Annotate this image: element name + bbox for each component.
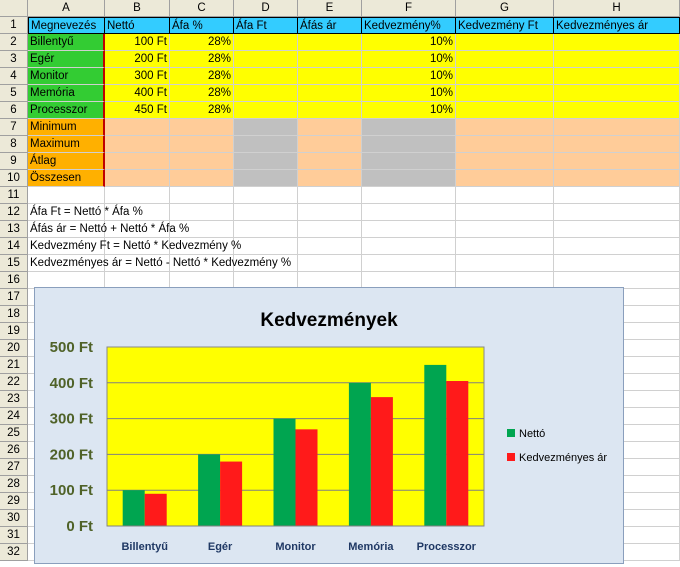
stat-value-cell[interactable]	[362, 136, 456, 153]
x-tick-label: Processzor	[416, 541, 476, 553]
stat-label-cell[interactable]: Átlag	[28, 153, 105, 170]
row-header-28[interactable]: 28	[0, 476, 28, 493]
afas-ar-cell[interactable]	[298, 34, 362, 51]
cell-e11[interactable]	[298, 187, 362, 204]
legend-swatch	[507, 453, 515, 461]
stat-value-cell[interactable]	[456, 119, 554, 136]
item-name-cell[interactable]: Egér	[28, 51, 105, 68]
row-header-18[interactable]: 18	[0, 306, 28, 323]
y-tick-label: 200 Ft	[49, 446, 93, 464]
bar-kedvezmenyes-ar[interactable]	[371, 397, 393, 526]
row-header-27[interactable]: 27	[0, 459, 28, 476]
afa-percent-cell[interactable]: 28%	[170, 102, 234, 119]
y-tick-label: 300 Ft	[49, 410, 93, 428]
afa-ft-cell[interactable]	[234, 68, 298, 85]
row-header-10[interactable]: 10	[0, 170, 28, 187]
cell-d14[interactable]	[234, 238, 298, 255]
column-header-f[interactable]: F	[362, 0, 456, 17]
y-tick-label: 500 Ft	[49, 339, 93, 356]
kedvezmeny-ft-cell[interactable]	[456, 34, 554, 51]
y-tick-label: 100 Ft	[49, 482, 93, 500]
header-cell-d[interactable]: Áfa Ft	[234, 17, 298, 34]
chart-kedvezmenyek[interactable]	[34, 287, 624, 564]
kedvezmenyes-ar-cell[interactable]	[554, 68, 680, 85]
kedvezmeny-percent-cell[interactable]: 10%	[362, 85, 456, 102]
stat-value-cell[interactable]	[105, 136, 170, 153]
column-header-d[interactable]: D	[234, 0, 298, 17]
cell-d11[interactable]	[234, 187, 298, 204]
select-all-corner[interactable]	[0, 0, 28, 17]
cell-e15[interactable]	[298, 255, 362, 272]
row-header-23[interactable]: 23	[0, 391, 28, 408]
header-cell-f[interactable]: Kedvezmény%	[362, 17, 456, 34]
kedvezmenyes-ar-cell[interactable]	[554, 102, 680, 119]
stat-value-cell[interactable]	[234, 136, 298, 153]
x-tick-label: Egér	[207, 541, 233, 553]
row-header-16[interactable]: 16	[0, 272, 28, 289]
stat-label-cell[interactable]: Összesen	[28, 170, 105, 187]
chart-title: Kedvezmények	[260, 310, 398, 331]
bar-netto[interactable]	[424, 365, 446, 526]
row-header-6[interactable]: 6	[0, 102, 28, 119]
row-header-5[interactable]: 5	[0, 85, 28, 102]
header-cell-h[interactable]: Kedvezményes ár	[554, 17, 680, 34]
stat-value-cell[interactable]	[554, 170, 680, 187]
y-tick-label: 400 Ft	[49, 374, 93, 392]
row-header-7[interactable]: 7	[0, 119, 28, 136]
header-cell-g[interactable]: Kedvezmény Ft	[456, 17, 554, 34]
legend-label: Nettó	[519, 428, 546, 440]
row-header-3[interactable]: 3	[0, 51, 28, 68]
afas-ar-cell[interactable]	[298, 102, 362, 119]
bar-netto[interactable]	[274, 419, 296, 526]
stat-value-cell[interactable]	[105, 153, 170, 170]
x-tick-label: Memória	[348, 541, 394, 553]
kedvezmeny-percent-cell[interactable]: 10%	[362, 34, 456, 51]
bar-netto[interactable]	[198, 454, 220, 526]
afa-ft-cell[interactable]	[234, 102, 298, 119]
header-cell-a[interactable]: Megnevezés	[28, 17, 105, 34]
cell-f11[interactable]	[362, 187, 456, 204]
legend-label: Kedvezményes ár	[519, 452, 608, 464]
afa-ft-cell[interactable]	[234, 85, 298, 102]
row-header-9[interactable]: 9	[0, 153, 28, 170]
netto-cell[interactable]: 100 Ft	[105, 34, 170, 51]
row-header-13[interactable]: 13	[0, 221, 28, 238]
column-header-e[interactable]: E	[298, 0, 362, 17]
formula-text: Áfás ár = Nettó + Nettó * Áfa %	[30, 223, 190, 235]
row-header-1[interactable]: 1	[0, 17, 28, 34]
stat-value-cell[interactable]	[456, 136, 554, 153]
cell-d13[interactable]	[234, 221, 298, 238]
stat-label-cell[interactable]: Maximum	[28, 136, 105, 153]
cell-a11[interactable]	[28, 187, 105, 204]
bar-netto[interactable]	[123, 490, 145, 526]
formula-text: Áfa Ft = Nettó * Áfa %	[30, 206, 143, 218]
row-header-19[interactable]: 19	[0, 323, 28, 340]
cell-f14[interactable]	[362, 238, 456, 255]
cell-h14[interactable]	[554, 238, 680, 255]
netto-cell[interactable]: 300 Ft	[105, 68, 170, 85]
row-header-17[interactable]: 17	[0, 289, 28, 306]
row-header-4[interactable]: 4	[0, 68, 28, 85]
bar-kedvezmenyes-ar[interactable]	[296, 429, 318, 526]
netto-cell[interactable]: 400 Ft	[105, 85, 170, 102]
stat-value-cell[interactable]	[456, 153, 554, 170]
stat-value-cell[interactable]	[234, 153, 298, 170]
row-header-31[interactable]: 31	[0, 527, 28, 544]
formula-text: Kedvezményes ár = Nettó - Nettó * Kedvezmény %	[30, 257, 292, 269]
row-header-30[interactable]: 30	[0, 510, 28, 527]
stat-value-cell[interactable]	[170, 170, 234, 187]
stat-value-cell[interactable]	[234, 119, 298, 136]
x-tick-label: Monitor	[275, 541, 316, 553]
cell-e12[interactable]	[298, 204, 362, 221]
header-cell-b[interactable]: Nettó	[105, 17, 170, 34]
afas-ar-cell[interactable]	[298, 51, 362, 68]
afa-ft-cell[interactable]	[234, 51, 298, 68]
cell-e13[interactable]	[298, 221, 362, 238]
cell-f15[interactable]	[362, 255, 456, 272]
bar-netto[interactable]	[349, 383, 371, 526]
cell-h12[interactable]	[554, 204, 680, 221]
cell-h11[interactable]	[554, 187, 680, 204]
stat-value-cell[interactable]	[170, 136, 234, 153]
row-header-24[interactable]: 24	[0, 408, 28, 425]
afa-percent-cell[interactable]: 28%	[170, 34, 234, 51]
row-header-25[interactable]: 25	[0, 425, 28, 442]
stat-value-cell[interactable]	[362, 170, 456, 187]
stat-value-cell[interactable]	[170, 153, 234, 170]
item-name-cell[interactable]: Billentyű	[28, 34, 105, 51]
afa-percent-cell[interactable]: 28%	[170, 68, 234, 85]
stat-value-cell[interactable]	[298, 153, 362, 170]
netto-cell[interactable]: 200 Ft	[105, 51, 170, 68]
cell-c12[interactable]	[170, 204, 234, 221]
row-header-29[interactable]: 29	[0, 493, 28, 510]
stat-value-cell[interactable]	[234, 170, 298, 187]
kedvezmeny-ft-cell[interactable]	[456, 102, 554, 119]
stat-value-cell[interactable]	[554, 119, 680, 136]
stat-value-cell[interactable]	[170, 119, 234, 136]
afa-ft-cell[interactable]	[234, 34, 298, 51]
item-name-cell[interactable]: Memória	[28, 85, 105, 102]
cell-f13[interactable]	[362, 221, 456, 238]
column-header-c[interactable]: C	[170, 0, 234, 17]
netto-cell[interactable]: 450 Ft	[105, 102, 170, 119]
cell-h15[interactable]	[554, 255, 680, 272]
cell-b11[interactable]	[105, 187, 170, 204]
cell-f12[interactable]	[362, 204, 456, 221]
row-header-21[interactable]: 21	[0, 357, 28, 374]
row-header-14[interactable]: 14	[0, 238, 28, 255]
kedvezmeny-ft-cell[interactable]	[456, 68, 554, 85]
bar-kedvezmenyes-ar[interactable]	[446, 381, 468, 526]
row-header-15[interactable]: 15	[0, 255, 28, 272]
item-name-cell[interactable]: Monitor	[28, 68, 105, 85]
cell-c11[interactable]	[170, 187, 234, 204]
stat-label-cell[interactable]: Minimum	[28, 119, 105, 136]
row-header-22[interactable]: 22	[0, 374, 28, 391]
kedvezmenyes-ar-cell[interactable]	[554, 51, 680, 68]
bar-kedvezmenyes-ar[interactable]	[145, 494, 167, 526]
kedvezmeny-percent-cell[interactable]: 10%	[362, 51, 456, 68]
x-tick-label: Billentyű	[121, 541, 168, 553]
kedvezmenyes-ar-cell[interactable]	[554, 85, 680, 102]
y-tick-label: 0 Ft	[66, 518, 93, 535]
cell-g14[interactable]	[456, 238, 554, 255]
cell-g13[interactable]	[456, 221, 554, 238]
kedvezmeny-percent-cell[interactable]: 10%	[362, 102, 456, 119]
stat-value-cell[interactable]	[105, 170, 170, 187]
row-header-32[interactable]: 32	[0, 544, 28, 561]
kedvezmeny-ft-cell[interactable]	[456, 51, 554, 68]
stat-value-cell[interactable]	[105, 119, 170, 136]
afa-percent-cell[interactable]: 28%	[170, 85, 234, 102]
stat-value-cell[interactable]	[298, 170, 362, 187]
stat-value-cell[interactable]	[298, 119, 362, 136]
cell-g15[interactable]	[456, 255, 554, 272]
header-cell-e[interactable]: Áfás ár	[298, 17, 362, 34]
legend-swatch	[507, 429, 515, 437]
cell-h13[interactable]	[554, 221, 680, 238]
cell-g12[interactable]	[456, 204, 554, 221]
afas-ar-cell[interactable]	[298, 68, 362, 85]
row-header-2[interactable]: 2	[0, 34, 28, 51]
cell-d12[interactable]	[234, 204, 298, 221]
row-header-26[interactable]: 26	[0, 442, 28, 459]
kedvezmenyes-ar-cell[interactable]	[554, 34, 680, 51]
stat-value-cell[interactable]	[362, 153, 456, 170]
cell-g11[interactable]	[456, 187, 554, 204]
stat-value-cell[interactable]	[554, 153, 680, 170]
stat-value-cell[interactable]	[554, 136, 680, 153]
column-header-b[interactable]: B	[105, 0, 170, 17]
column-header-a[interactable]: A	[28, 0, 105, 17]
row-header-12[interactable]: 12	[0, 204, 28, 221]
stat-value-cell[interactable]	[298, 136, 362, 153]
afas-ar-cell[interactable]	[298, 85, 362, 102]
chart-svg	[35, 288, 623, 563]
row-header-11[interactable]: 11	[0, 187, 28, 204]
kedvezmeny-percent-cell[interactable]: 10%	[362, 68, 456, 85]
formula-text: Kedvezmény Ft = Nettó * Kedvezmény %	[30, 240, 242, 252]
stat-value-cell[interactable]	[456, 170, 554, 187]
row-header-20[interactable]: 20	[0, 340, 28, 357]
kedvezmeny-ft-cell[interactable]	[456, 85, 554, 102]
bar-kedvezmenyes-ar[interactable]	[220, 462, 242, 526]
column-header-g[interactable]: G	[456, 0, 554, 17]
row-header-8[interactable]: 8	[0, 136, 28, 153]
afa-percent-cell[interactable]: 28%	[170, 51, 234, 68]
cell-e14[interactable]	[298, 238, 362, 255]
stat-value-cell[interactable]	[362, 119, 456, 136]
header-cell-c[interactable]: Áfa %	[170, 17, 234, 34]
column-header-h[interactable]: H	[554, 0, 680, 17]
item-name-cell[interactable]: Processzor	[28, 102, 105, 119]
